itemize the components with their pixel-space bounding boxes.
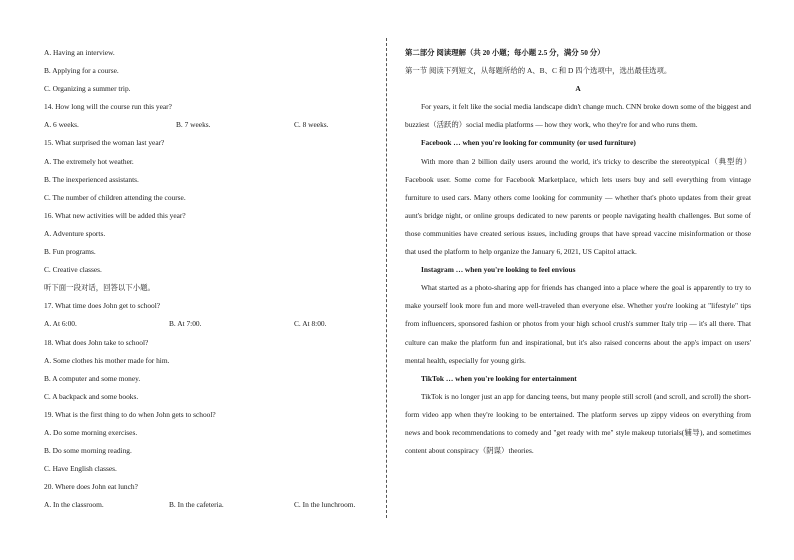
question-20: 20. Where does John eat lunch? <box>44 482 138 492</box>
option-line: B. Applying for a course. <box>44 66 119 76</box>
option-line: B. A computer and some money. <box>44 373 141 383</box>
option-line: B. Fun programs. <box>44 247 96 257</box>
heading-facebook: Facebook … when you're looking for community (or used furniture) <box>421 138 636 148</box>
option-line: B. The inexperienced assistants. <box>44 174 139 184</box>
section-instruction: 第一节 阅读下列短文，从每题所给的 A、B、C 和 D 四个选项中，选出最佳选项。 <box>405 66 672 76</box>
option-line: C. A backpack and some books. <box>44 391 139 401</box>
question-18: 18. What does John take to school? <box>44 337 149 347</box>
option-a: A. 6 weeks. <box>44 120 79 130</box>
option-line: C. Creative classes. <box>44 265 102 275</box>
paragraph-facebook: With more than 2 billion daily users around the world, it's tricky to describe the stereotypical（典型的）Facebook user. Some come for Facebook Marketplace, which lets users buy and sell everything from vintage furniture to used cars. Many others come looking for community — whether that's photo updates from their great aunt's bridge night, or online groups dedicated to new parents or people navigating health challenges. But some of those communities have created serious issues, including groups that have spread vaccine misinformation or those that used the platform to help organize the January 6, 2021, US Capitol attack. <box>405 156 751 257</box>
passage-label: A <box>575 84 581 94</box>
option-line: B. Do some morning reading. <box>44 446 132 456</box>
q20-options <box>44 496 369 514</box>
option-line: C. Have English classes. <box>44 464 117 474</box>
listening-instruction: 听下面一段对话，回答以下小题。 <box>44 283 155 293</box>
option-c: C. At 8:00. <box>294 319 327 329</box>
option-c: C. 8 weeks. <box>294 120 329 130</box>
paragraph-instagram: What started as a photo-sharing app for friends has changed into a place where the goal is apparently to try to make yourself look more fun and more well-traveled than everyone else. Whether you're looking at "lifestyle" tips from influencers, sponsored fashion or photos from your high school crush's summer Italy trip — it's all there. That culture can make the platform fun and inspirational, but it's also raised concerns about the app's impact on users' mental health, especially for young girls. <box>405 283 751 365</box>
option-a: A. In the classroom. <box>44 500 104 510</box>
heading-instagram: Instagram … when you're looking to feel envious <box>421 265 576 275</box>
listening-column <box>44 44 369 514</box>
option-line: A. The extremely hot weather. <box>44 156 134 166</box>
option-b: B. In the cafeteria. <box>169 500 224 510</box>
option-line: C. The number of children attending the course. <box>44 192 186 202</box>
q14-options <box>44 116 369 134</box>
option-line: A. Adventure sports. <box>44 228 106 238</box>
option-line: A. Some clothes his mother made for him. <box>44 355 170 365</box>
question-17: 17. What time does John get to school? <box>44 301 161 311</box>
question-16: 16. What new activities will be added this year? <box>44 210 186 220</box>
option-a: A. At 6:00. <box>44 319 77 329</box>
option-line: C. Organizing a summer trip. <box>44 84 131 94</box>
option-line: A. Having an interview. <box>44 48 115 57</box>
column-divider <box>386 38 387 518</box>
question-14: 14. How long will the course run this year? <box>44 102 172 112</box>
heading-tiktok: TikTok … when you're looking for entertainment <box>421 373 577 383</box>
section-title: 第二部分 阅读理解（共 20 小题；每小题 2.5 分，满分 50 分） <box>405 48 605 57</box>
question-15: 15. What surprised the woman last year? <box>44 138 165 148</box>
reading-column <box>405 44 751 460</box>
paragraph-tiktok: TikTok is no longer just an app for dancing teens, but many people still scroll (and scroll, and scroll) the short-form video app when they're looking to be entertained. The platform serves up zippy videos on everything from news and book recommendations to comedy and "get ready with me" style makeup tutorials(辅导), and sometimes content about conspiracy（阴谋）theories. <box>405 391 751 456</box>
option-c: C. In the lunchroom. <box>294 500 356 510</box>
option-b: B. 7 weeks. <box>176 120 211 130</box>
q17-options <box>44 315 369 333</box>
option-line: A. Do some morning exercises. <box>44 427 138 437</box>
option-b: B. At 7:00. <box>169 319 202 329</box>
paragraph-intro: For years, it felt like the social media landscape didn't change much. CNN broke down some of the biggest and buzziest（活跃的）social media platforms — how they work, who they're for and who runs them. <box>405 102 751 130</box>
question-19: 19. What is the first thing to do when John gets to school? <box>44 409 216 419</box>
